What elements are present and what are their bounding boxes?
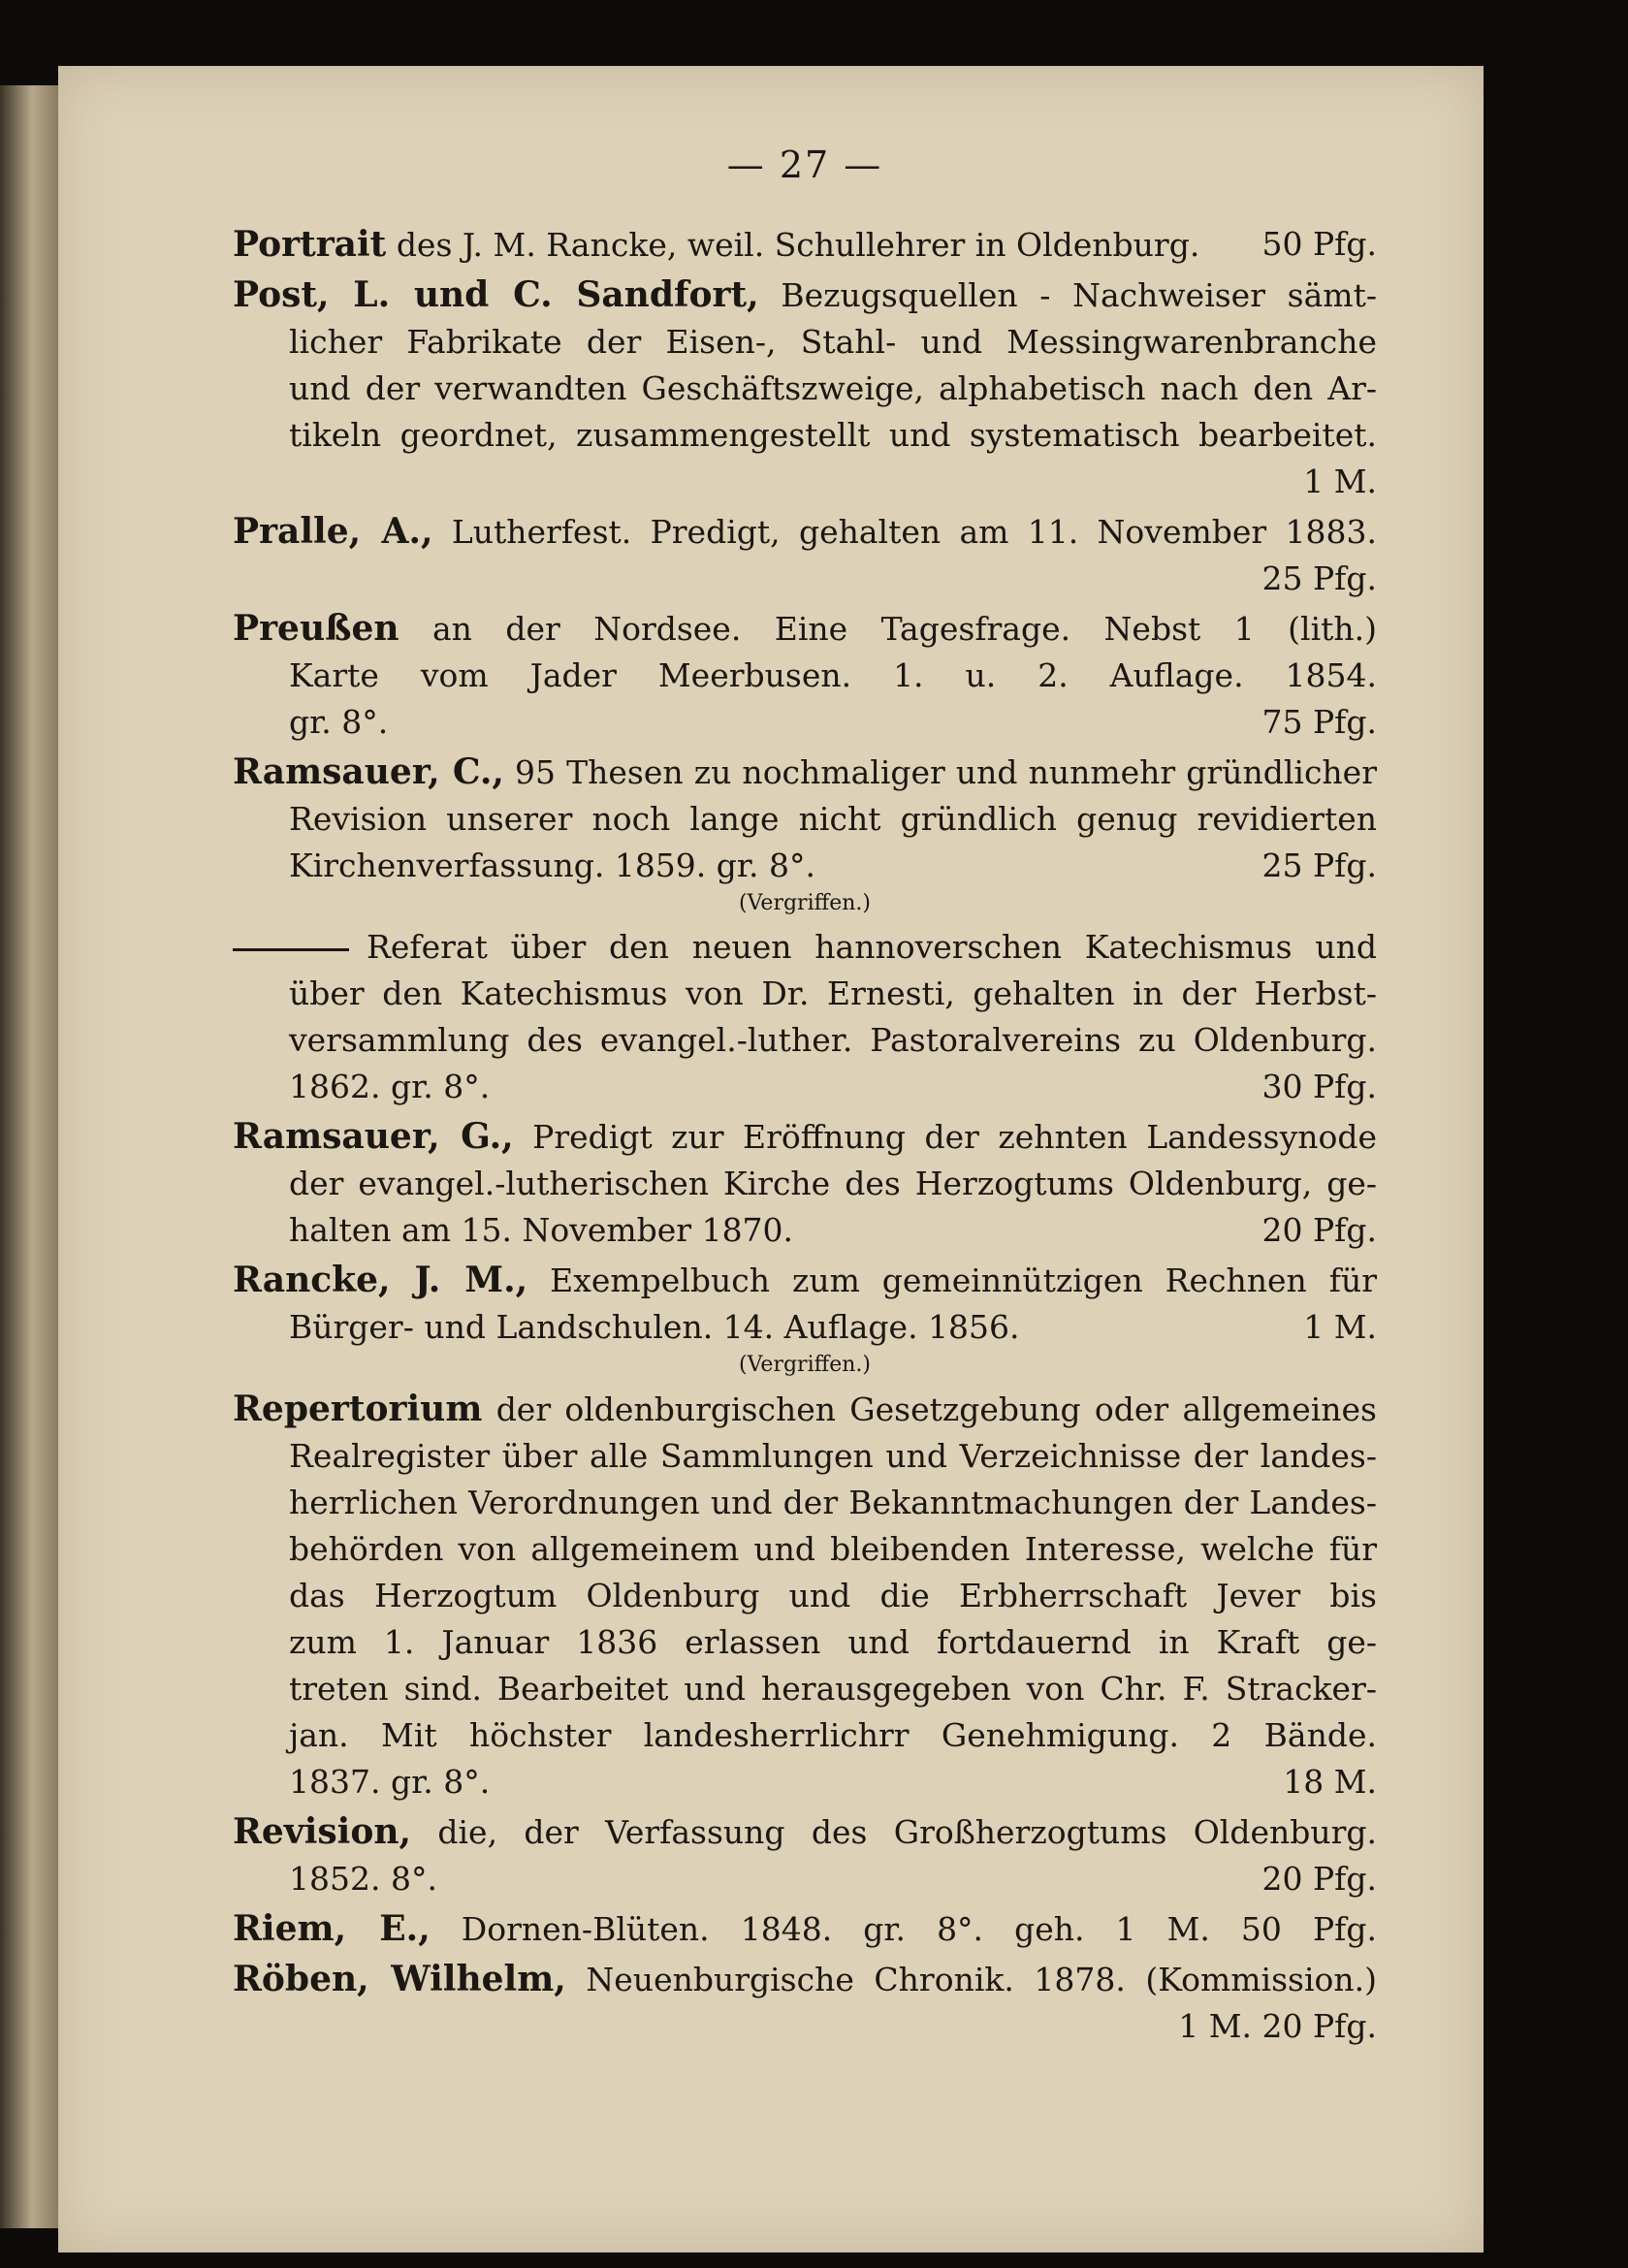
- entry-price: 50 Pfg.: [1261, 225, 1377, 263]
- entry-heading: Repertorium: [233, 1389, 483, 1429]
- entry-text: 1852. 8°.: [289, 1860, 437, 1898]
- page-content: [233, 144, 1377, 2053]
- entry-pralle: [233, 508, 1377, 602]
- entry-text: über den Katechismus von Dr. Ernesti, gehalten in der Herbst-: [289, 974, 1377, 1012]
- entry-text: und der verwandten Geschäftszweige, alphabetisch nach den Ar-: [289, 369, 1377, 407]
- entry-text: der oldenburgischen Gesetzgebung oder allgemeines: [495, 1390, 1377, 1428]
- entry-text: Exempelbuch zum gemeinnützigen Rechnen für: [550, 1262, 1377, 1299]
- entry-text: halten am 15. November 1870.: [289, 1211, 794, 1249]
- entry-text: an der Nordsee. Eine Tagesfrage. Nebst 1 (lith.): [431, 610, 1377, 648]
- entry-text: das Herzogtum Oldenburg und die Erbherrschaft Jever bis: [289, 1577, 1377, 1614]
- entry-heading: Portrait: [233, 224, 387, 265]
- entry-roeben: [233, 1956, 1377, 2050]
- entry-price: 75 Pfg.: [1261, 703, 1377, 741]
- entry-price: 20 Pfg.: [1261, 1211, 1377, 1249]
- entry-text: die, der Verfassung des Großherzogtums Oldenburg.: [437, 1813, 1378, 1851]
- entry-text: Referat über den neuen hannoverschen Katechismus und: [367, 928, 1377, 966]
- entry-text: 1862. gr. 8°.: [289, 1068, 491, 1105]
- entry-ramsauer-g: [233, 1113, 1377, 1254]
- entry-text: Bürger- und Landschulen. 14. Auflage. 1856.: [289, 1308, 1020, 1346]
- entry-text: zum 1. Januar 1836 erlassen und fortdauernd in Kraft ge-: [289, 1623, 1377, 1661]
- entry-repertorium: [233, 1386, 1377, 1805]
- entry-text: jan. Mit höchster landesherrlichrr Genehmigung. 2 Bände.: [289, 1716, 1377, 1754]
- entry-text: der evangel.-lutherischen Kirche des Herzogtums Oldenburg, ge-: [289, 1165, 1377, 1202]
- entry-text: Kirchenverfassung. 1859. gr. 8°.: [289, 847, 816, 884]
- entry-text: Lutherfest. Predigt, gehalten am 11. November 1883.: [451, 513, 1377, 551]
- entry-heading: Röben, Wilhelm,: [233, 1959, 566, 1999]
- entry-preussen: [233, 605, 1377, 746]
- entry-text: Dornen-Blüten. 1848. gr. 8°. geh. 1 M. 50 Pfg.: [461, 1910, 1377, 1948]
- entry-heading: Riem, E.,: [233, 1908, 431, 1949]
- entry-price: 25 Pfg.: [1261, 559, 1377, 597]
- entry-text: Karte vom Jader Meerbusen. 1. u. 2. Auflage. 1854.: [289, 656, 1377, 694]
- entry-heading: Ramsauer, C.,: [233, 751, 504, 792]
- entry-text: Realregister über alle Sammlungen und Verzeichnisse der landes-: [289, 1437, 1377, 1475]
- entry-heading: Pralle, A.,: [233, 511, 433, 552]
- entry-text: Neuenburgische Chronik. 1878. (Kommission.): [586, 1961, 1377, 1998]
- entry-ramsauer-c: [233, 749, 1377, 918]
- out-of-print-note: (Vergriffen.): [738, 1353, 872, 1377]
- entry-text: Revision unserer noch lange nicht gründlich genug revidierten: [289, 800, 1377, 838]
- entry-text: versammlung des evangel.-luther. Pastoralvereins zu Oldenburg.: [289, 1021, 1377, 1059]
- entry-text: Bezugsquellen - Nachweiser sämt-: [781, 276, 1377, 314]
- book-page: [58, 66, 1484, 2252]
- entry-heading: Ramsauer, G.,: [233, 1116, 514, 1157]
- adjacent-page-edge: [0, 85, 58, 2228]
- entry-price: 1 M. 20 Pfg.: [1178, 2007, 1377, 2045]
- entry-text: herrlichen Verordnungen und der Bekanntmachungen der Landes-: [289, 1484, 1377, 1521]
- out-of-print-note: (Vergriffen.): [738, 891, 872, 915]
- entry-revision: [233, 1808, 1377, 1902]
- entry-text: licher Fabrikate der Eisen-, Stahl- und Messingwarenbranche: [289, 323, 1377, 361]
- entry-price: 25 Pfg.: [1261, 847, 1377, 884]
- entry-post-sandfort: [233, 272, 1377, 505]
- entry-price: 1 M.: [1303, 1308, 1377, 1346]
- entry-price: 30 Pfg.: [1261, 1068, 1377, 1105]
- entry-heading: Preußen: [233, 608, 399, 649]
- entry-text: des J. M. Rancke, weil. Schullehrer in Oldenburg.: [396, 226, 1200, 264]
- entry-text: gr. 8°.: [289, 703, 389, 741]
- entry-text: treten sind. Bearbeitet und herausgegeben von Chr. F. Stracker-: [289, 1670, 1377, 1708]
- entry-heading: Revision,: [233, 1811, 412, 1852]
- entry-text: 1837. gr. 8°.: [289, 1763, 491, 1801]
- entry-price: 20 Pfg.: [1261, 1860, 1377, 1898]
- entry-price: 18 M.: [1283, 1763, 1377, 1801]
- ditto-dash: [233, 948, 349, 951]
- entry-ramsauer-referat: [233, 924, 1377, 1110]
- entry-heading: Post, L. und C. Sandfort,: [233, 274, 759, 315]
- entry-text: 95 Thesen zu nochmaliger und nunmehr gründlicher: [515, 753, 1377, 791]
- entry-riem: [233, 1905, 1377, 1953]
- entry-text: behörden von allgemeinem und bleibenden Interesse, welche für: [289, 1530, 1377, 1568]
- entry-text: tikeln geordnet, zusammengestellt und systematisch bearbeitet.: [289, 416, 1377, 454]
- entry-price: 1 M.: [1303, 463, 1377, 500]
- entry-rancke: [233, 1257, 1377, 1380]
- entry-heading: Rancke, J. M.,: [233, 1260, 528, 1300]
- page-number: — 27 —: [726, 144, 883, 186]
- entry-text: Predigt zur Eröffnung der zehnten Landessynode: [532, 1118, 1377, 1156]
- entry-portrait: [233, 221, 1377, 269]
